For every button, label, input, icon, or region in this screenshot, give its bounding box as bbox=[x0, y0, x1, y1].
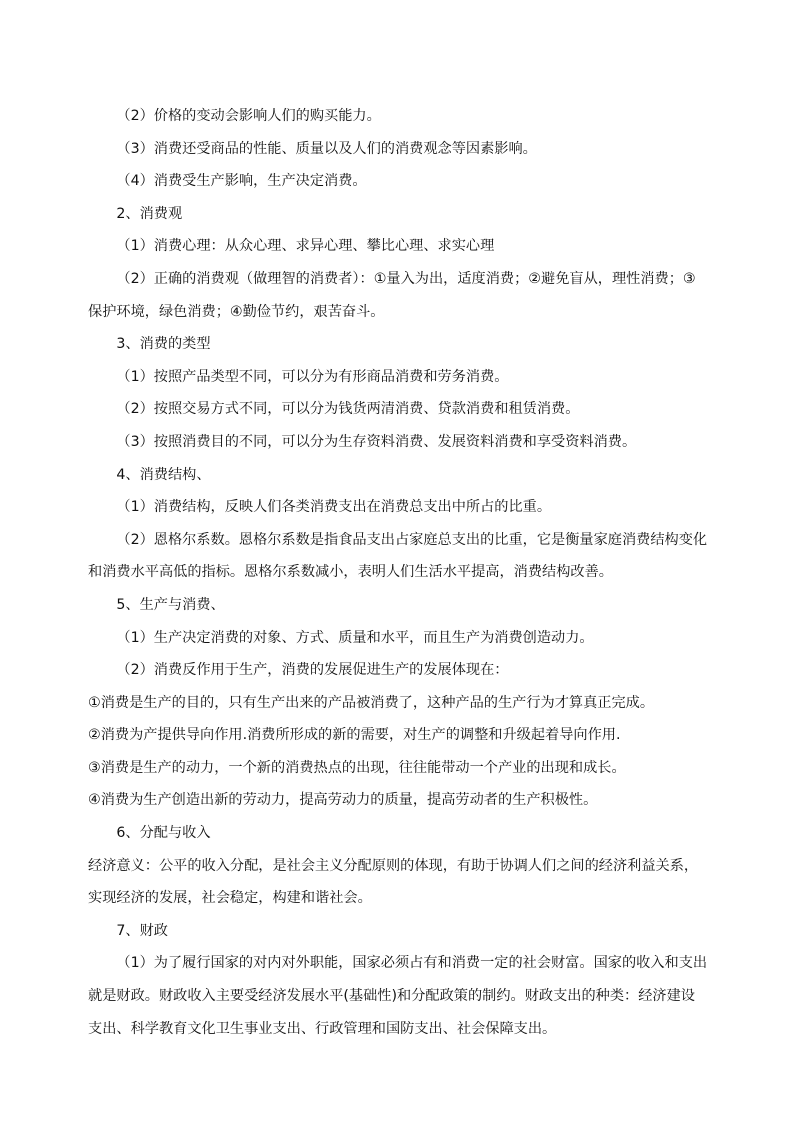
section-heading: 3、消费的类型 bbox=[116, 336, 211, 353]
list-item: ③消费是生产的动力，一个新的消费热点的出现，往往能带动一个产业的出现和成长。 bbox=[88, 759, 626, 776]
paragraph: 经济意义：公平的收入分配，是社会主义分配原则的体现，有助于协调人们之间的经济利益关系，实现经济的发展，社会稳定，构建和谐社会。 bbox=[88, 857, 699, 907]
paragraph: （2）恩格尔系数。恩格尔系数是指食品支出占家庭总支出的比重，它是衡量家庭消费结构变化和消费水平高低的指标。恩格尔系数减小，表明人们生活水平提高，消费结构改善。 bbox=[88, 531, 708, 581]
paragraph: （2）按照交易方式不同，可以分为钱货两清消费、贷款消费和租赁消费。 bbox=[116, 401, 580, 418]
document-page bbox=[88, 100, 708, 1045]
paragraph: （2）正确的消费观（做理智的消费者）：①量入为出，适度消费；②避免盲从，理性消费；③保护环境，绿色消费；④勤俭节约，艰苦奋斗。 bbox=[88, 270, 696, 320]
list-item: ④消费为生产创造出新的劳动力，提高劳动力的质量，提高劳动者的生产积极性。 bbox=[88, 792, 598, 809]
section-heading: 2、消费观 bbox=[116, 205, 183, 222]
section-heading: 6、分配与收入 bbox=[116, 825, 211, 842]
paragraph: （2）价格的变动会影响人们的购买能力。 bbox=[116, 108, 381, 124]
paragraph: （3）消费还受商品的性能、质量以及人们的消费观念等因素影响。 bbox=[116, 140, 537, 157]
section-heading: 4、消费结构、 bbox=[116, 466, 211, 483]
paragraph: （1）按照产品类型不同，可以分为有形商品消费和劳务消费。 bbox=[116, 368, 509, 385]
paragraph: （1）为了履行国家的对内对外职能，国家必须占有和消费一定的社会财富。国家的收入和支出就是财政。财政收入主要受经济发展水平(基础性)和分配政策的制约。财政支出的种类：经济建设支出、科学教育文化卫生事业支出、行政管理和国防支出、社会保障支出。 bbox=[88, 955, 708, 1037]
section-heading: 7、财政 bbox=[116, 922, 168, 939]
section-heading: 5、生产与消费、 bbox=[116, 596, 225, 613]
paragraph: （1）消费结构，反映人们各类消费支出在消费总支出中所占的比重。 bbox=[116, 499, 552, 516]
paragraph: （2）消费反作用于生产，消费的发展促进生产的发展体现在： bbox=[116, 662, 509, 679]
paragraph: （4）消费受生产影响，生产决定消费。 bbox=[116, 173, 367, 190]
paragraph: （1）消费心理：从众心理、求异心理、攀比心理、求实心理 bbox=[116, 238, 495, 255]
paragraph: （1）生产决定消费的对象、方式、质量和水平，而且生产为消费创造动力。 bbox=[116, 629, 594, 646]
list-item: ①消费是生产的目的，只有生产出来的产品被消费了，这种产品的生产行为才算真正完成。 bbox=[88, 694, 655, 711]
list-item: ②消费为产提供导向作用.消费所形成的新的需要，对生产的调整和升级起着导向作用. bbox=[88, 727, 621, 744]
paragraph: （3）按照消费目的不同，可以分为生存资料消费、发展资料消费和享受资料消费。 bbox=[116, 433, 637, 450]
